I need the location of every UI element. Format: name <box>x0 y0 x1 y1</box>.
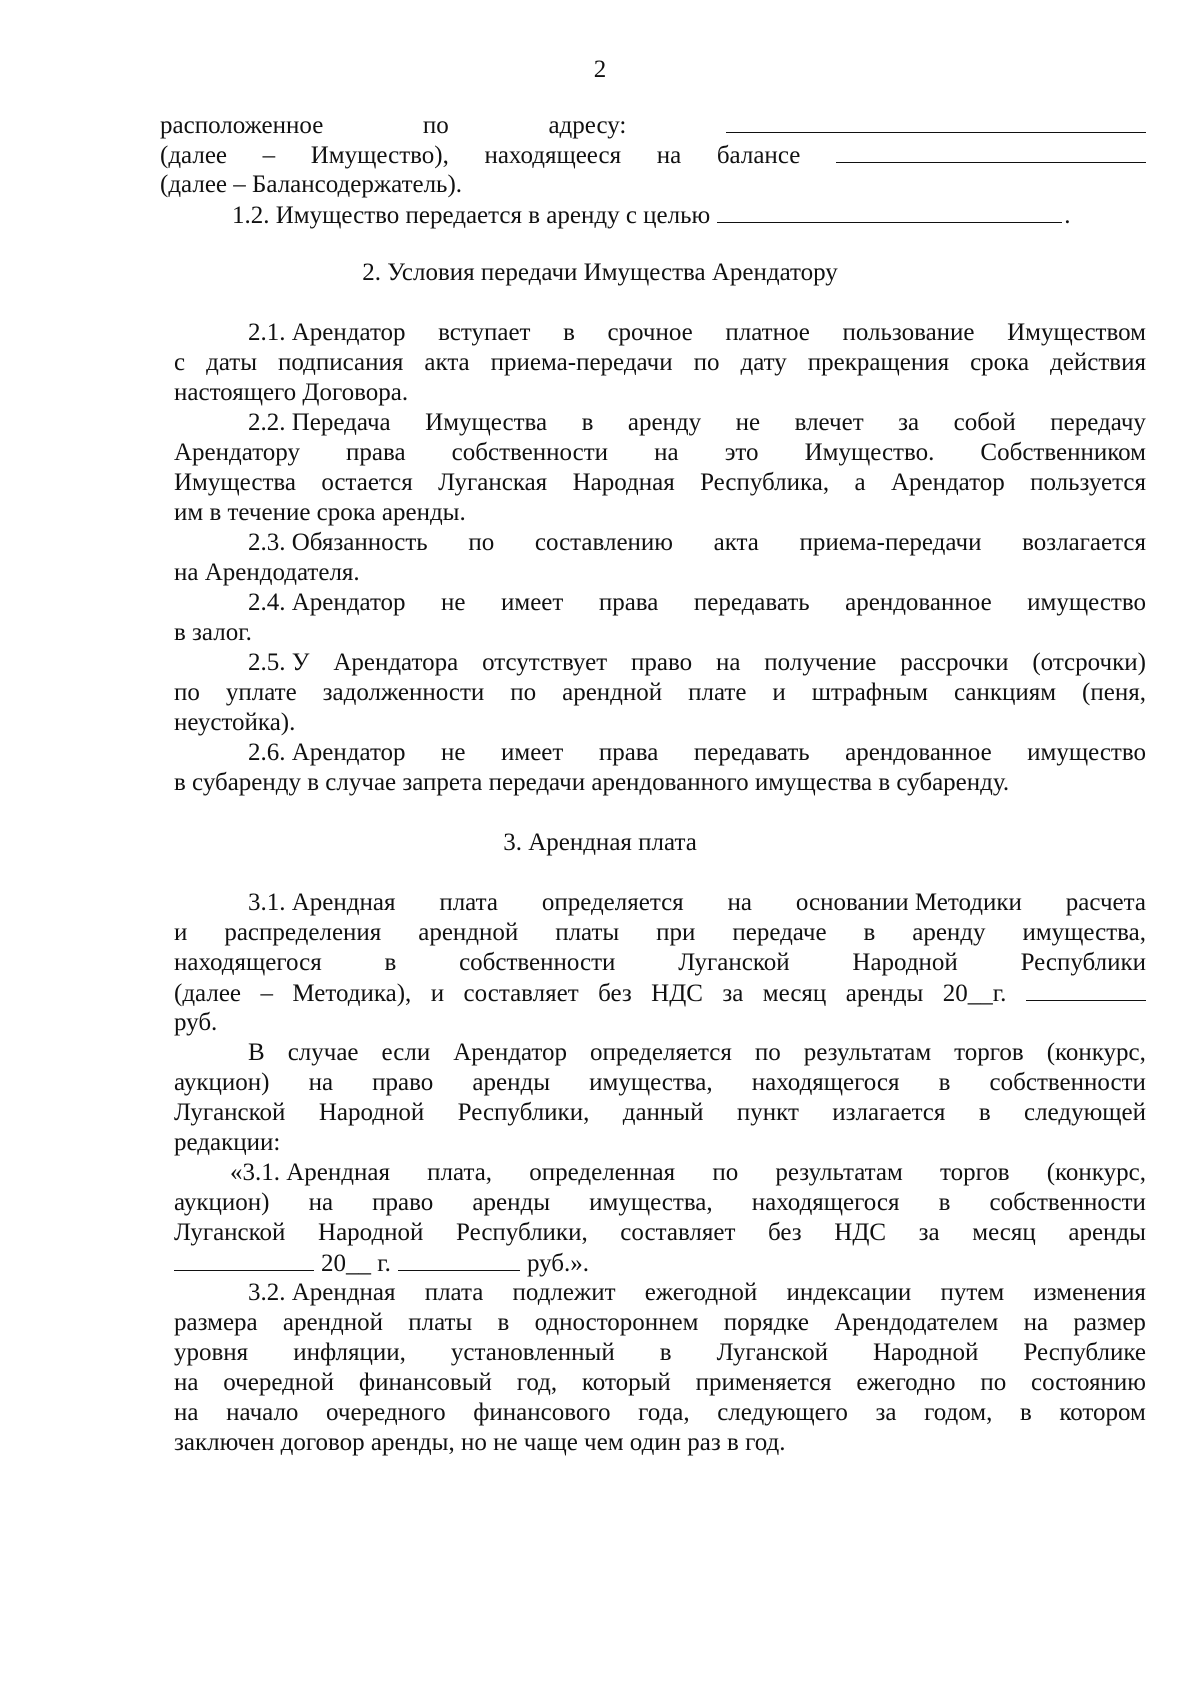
clause-2-2-line-2 <box>174 436 1146 469</box>
text-fragment: Имущество), <box>310 142 449 169</box>
text-fragment: в <box>384 949 397 976</box>
clause-3-2-line-4 <box>174 1366 1146 1399</box>
clause-3-2-line-6 <box>174 1426 1146 1459</box>
text-fragment: платное <box>725 319 810 346</box>
text-fragment: в <box>659 1339 672 1366</box>
text-fragment: неустойка). <box>174 709 296 736</box>
text-fragment: по <box>693 349 720 376</box>
text-fragment: следующего <box>717 1399 848 1426</box>
text-fragment: штрафным <box>811 679 929 706</box>
text-fragment: арендной <box>282 1309 383 1336</box>
text-fragment: следующей <box>1024 1099 1146 1126</box>
text-fragment: размер <box>1073 1309 1146 1336</box>
text-fragment: 3.1. Арендная <box>248 889 396 916</box>
text-fragment: имущества, <box>589 1069 713 1096</box>
text-fragment: право <box>372 1189 434 1216</box>
balance-holder-line <box>160 168 1146 201</box>
text-fragment: 2.1. Арендатор <box>248 319 406 346</box>
text-fragment: без <box>768 1219 802 1246</box>
text-fragment: если <box>381 1039 431 1066</box>
case-paragraph-line-1 <box>248 1036 1146 1069</box>
text-fragment: на <box>174 1369 199 1396</box>
text-fragment: 2.2. Передача <box>248 409 391 436</box>
text-fragment: за <box>875 1399 897 1426</box>
text-fragment: торгов <box>940 1159 1010 1186</box>
clause-2-6-line-1 <box>248 736 1146 769</box>
text-fragment: права <box>598 589 659 616</box>
text-fragment: аренды <box>1068 1219 1146 1246</box>
text-fragment: Республике <box>1023 1339 1146 1366</box>
text-fragment: приема-передачи <box>799 529 982 556</box>
clause-3-2-line-5 <box>174 1396 1146 1429</box>
text-fragment: при <box>656 919 696 946</box>
text-fragment: определяется <box>541 889 684 916</box>
text-fragment: на <box>1023 1309 1049 1336</box>
text-fragment: настоящего Договора. <box>174 379 409 406</box>
text-fragment: дату <box>740 349 787 376</box>
clause-2-5-line-1 <box>248 646 1146 679</box>
text-fragment: В <box>248 1039 265 1066</box>
text-fragment: одностороннем <box>534 1309 699 1336</box>
text-fragment: котором <box>1059 1399 1146 1426</box>
clause-2-5-line-3 <box>174 706 1146 739</box>
text-fragment: применяется <box>695 1369 832 1396</box>
text-fragment: на <box>727 889 752 916</box>
quoted-clause-line-4 <box>174 1246 1146 1279</box>
text-fragment: арендной <box>562 679 663 706</box>
text-fragment: адресу: <box>548 112 627 139</box>
clause-2-4-line-1 <box>248 586 1146 619</box>
text-fragment: путем <box>940 1279 1005 1306</box>
text-fragment: в субаренду в случае запрета передачи арендованного имущества в субаренду. <box>174 769 1010 796</box>
clause-2-3-line-1 <box>248 526 1146 559</box>
text-fragment: собой <box>953 409 1016 436</box>
text-fragment: а <box>854 469 866 496</box>
text-fragment: годом, <box>924 1399 993 1426</box>
text-fragment: случае <box>287 1039 359 1066</box>
text-fragment: 2.5. У <box>248 649 310 676</box>
text-fragment: акта <box>424 349 470 376</box>
text-fragment: аренду <box>912 919 986 946</box>
text-fragment: 20__ г. <box>321 1250 391 1277</box>
text-fragment: отсутствует <box>482 649 608 676</box>
text-fragment: имущество <box>1027 739 1146 766</box>
text-fragment: плата <box>424 1279 484 1306</box>
text-fragment: НДС <box>651 980 703 1007</box>
text-fragment: очередной <box>223 1369 335 1396</box>
text-fragment: определяется <box>590 1039 732 1066</box>
quoted-amount-blank <box>398 1246 520 1271</box>
text-fragment: платы <box>555 919 620 946</box>
text-fragment: установленный <box>450 1339 615 1366</box>
text-fragment: НДС <box>834 1219 887 1246</box>
text-fragment: пункт <box>736 1099 799 1126</box>
text-fragment: (конкурс, <box>1046 1159 1146 1186</box>
text-fragment: получение <box>764 649 877 676</box>
text-fragment: права <box>346 439 406 466</box>
balance-line <box>160 138 1146 171</box>
text-fragment: 2.3. Обязанность <box>248 529 428 556</box>
text-fragment: 2.6. Арендатор <box>248 739 406 766</box>
text-fragment: составляет <box>620 1219 736 1246</box>
text-fragment: арендной <box>418 919 519 946</box>
text-fragment: редакции: <box>174 1129 281 1156</box>
text-fragment: за <box>898 409 920 436</box>
text-fragment: . <box>1064 202 1071 229</box>
text-fragment: (далее <box>174 980 242 1007</box>
text-fragment: аренду <box>627 409 702 436</box>
text-fragment: собственности <box>989 1069 1146 1096</box>
clause-3-1-line-1 <box>248 886 1146 919</box>
text-fragment: «3.1. Арендная <box>230 1159 390 1186</box>
text-fragment: по <box>468 529 495 556</box>
text-fragment: заключен договор аренды, но не чаще чем один раз в год. <box>174 1429 786 1456</box>
text-fragment: и <box>174 919 188 946</box>
text-fragment: год, <box>516 1369 558 1396</box>
text-fragment: влечет <box>794 409 864 436</box>
text-fragment: Луганской <box>716 1339 828 1366</box>
text-fragment: по <box>510 679 537 706</box>
text-fragment: плата, <box>427 1159 493 1186</box>
text-fragment: размера <box>174 1309 258 1336</box>
text-fragment: право <box>630 649 693 676</box>
text-fragment: передачу <box>1050 409 1146 436</box>
text-fragment: имеет <box>501 589 564 616</box>
clause-2-2-line-3 <box>174 466 1146 499</box>
page-number: 2 <box>593 56 607 83</box>
quoted-clause-line-2 <box>174 1186 1146 1219</box>
text-fragment: возлагается <box>1022 529 1146 556</box>
text-fragment: Арендатор <box>890 469 1005 496</box>
clause-2-5-line-2 <box>174 676 1146 709</box>
text-fragment: собственности <box>459 949 616 976</box>
text-fragment: ежегодно <box>856 1369 956 1396</box>
case-paragraph-line-3 <box>174 1096 1146 1129</box>
text-fragment: собственности <box>451 439 609 466</box>
text-fragment: пользование <box>842 319 975 346</box>
text-fragment: арендованное <box>845 739 992 766</box>
clause-2-6-line-2 <box>174 766 1146 799</box>
text-fragment: Арендатору <box>174 439 300 466</box>
text-fragment: аукцион) <box>174 1189 270 1216</box>
text-fragment: акта <box>713 529 759 556</box>
text-fragment: действия <box>1050 349 1146 376</box>
text-fragment: года, <box>638 1399 690 1426</box>
text-fragment: Народной <box>852 949 958 976</box>
text-fragment: порядке <box>723 1309 809 1336</box>
purpose-line <box>232 198 1146 231</box>
text-fragment: в <box>581 409 594 436</box>
text-fragment: и <box>772 679 786 706</box>
clause-3-1-line-5 <box>174 1006 1146 1039</box>
text-fragment: и <box>430 980 445 1007</box>
text-fragment: находящегося <box>751 1069 900 1096</box>
text-fragment: собственности <box>989 1189 1146 1216</box>
text-fragment: в залог. <box>174 619 252 646</box>
text-fragment: – <box>260 980 273 1007</box>
text-fragment: им в течение срока аренды. <box>174 499 466 526</box>
text-fragment: определенная <box>529 1159 676 1186</box>
text-fragment: передавать <box>693 739 810 766</box>
text-fragment: Республика, <box>700 469 830 496</box>
text-fragment: распределения <box>224 919 382 946</box>
text-fragment: Народной <box>318 1099 425 1126</box>
text-fragment: срочное <box>607 319 693 346</box>
clause-2-2-line-4 <box>174 496 1146 529</box>
text-fragment: приема-передачи <box>490 349 673 376</box>
text-fragment: Имуществом <box>1007 319 1146 346</box>
text-fragment: арендованное <box>845 589 992 616</box>
text-fragment: торгов <box>954 1039 1024 1066</box>
case-paragraph-line-2 <box>174 1066 1146 1099</box>
text-fragment: Республики, <box>457 1099 590 1126</box>
text-fragment: (далее – Балансодержатель). <box>160 171 463 198</box>
text-fragment: Арендатора <box>333 649 459 676</box>
text-fragment: уровня <box>174 1339 249 1366</box>
text-fragment: Народной <box>873 1339 979 1366</box>
rent-amount-blank <box>1026 976 1146 1001</box>
text-fragment: Имущества <box>425 409 548 436</box>
text-fragment: Арендатор <box>453 1039 567 1066</box>
text-fragment: руб. <box>174 1009 218 1036</box>
text-fragment: на <box>715 649 741 676</box>
text-fragment: вступает <box>438 319 531 346</box>
text-fragment: на <box>656 142 682 169</box>
text-fragment: который <box>581 1369 671 1396</box>
text-fragment: составляет <box>463 980 579 1007</box>
clause-3-1-line-4 <box>174 976 1146 1009</box>
text-fragment: в <box>938 1069 951 1096</box>
text-fragment: в <box>938 1189 951 1216</box>
text-fragment: основании Методики <box>795 889 1022 916</box>
text-fragment: подлежит <box>512 1279 616 1306</box>
text-fragment: данный <box>622 1099 704 1126</box>
text-fragment: 1.2. Имущество передается в аренду с целью <box>232 202 711 229</box>
section-3-title: 3. Арендная плата <box>503 829 697 856</box>
text-fragment: Луганской <box>678 949 790 976</box>
text-fragment: – <box>262 142 276 169</box>
address-line <box>160 108 1146 141</box>
text-fragment: по <box>422 112 449 139</box>
text-fragment: в <box>863 919 876 946</box>
text-fragment: Методика), <box>292 980 412 1007</box>
text-fragment: право <box>372 1069 434 1096</box>
text-fragment: имеет <box>501 739 564 766</box>
text-fragment: в <box>497 1309 510 1336</box>
text-fragment: в <box>1019 1399 1032 1426</box>
text-fragment: по <box>174 679 200 706</box>
text-fragment: на <box>308 1189 334 1216</box>
clause-2-2-line-1 <box>248 406 1146 439</box>
text-fragment: составлению <box>534 529 673 556</box>
clause-3-2-line-2 <box>174 1306 1146 1339</box>
text-fragment: месяц <box>762 980 827 1007</box>
text-fragment: по <box>712 1159 739 1186</box>
text-fragment: за <box>722 980 744 1007</box>
text-fragment: Имущество. <box>804 439 935 466</box>
text-fragment: изменения <box>1033 1279 1146 1306</box>
text-fragment: (пеня, <box>1082 679 1146 706</box>
text-fragment: за <box>918 1219 940 1246</box>
clause-2-1-line-3 <box>174 376 1146 409</box>
text-fragment: передаче <box>732 919 827 946</box>
clause-2-4-line-2 <box>174 616 1146 649</box>
clause-2-3-line-2 <box>174 556 1146 589</box>
quoted-clause-line-3 <box>174 1216 1146 1249</box>
text-fragment: Республики <box>1020 949 1146 976</box>
text-fragment: Народной <box>318 1219 424 1246</box>
text-fragment: срока <box>970 349 1030 376</box>
clause-2-1-line-1 <box>248 316 1146 349</box>
text-fragment: имущества, <box>589 1189 713 1216</box>
case-paragraph-line-4 <box>174 1126 1146 1159</box>
text-fragment: Имущества <box>174 469 296 496</box>
text-fragment: с <box>174 349 186 376</box>
text-fragment: не <box>441 739 466 766</box>
text-fragment: плате <box>688 679 747 706</box>
text-fragment: (далее <box>160 142 228 169</box>
quoted-date-blank <box>174 1246 314 1271</box>
text-fragment: Собственником <box>980 439 1146 466</box>
text-fragment: (конкурс, <box>1046 1039 1146 1066</box>
text-fragment: месяц <box>972 1219 1036 1246</box>
text-fragment: не <box>735 409 761 436</box>
text-fragment: 2.4. Арендатор <box>248 589 406 616</box>
text-fragment: на <box>308 1069 334 1096</box>
text-fragment: излагается <box>832 1099 946 1126</box>
text-fragment: Республики, <box>456 1219 588 1246</box>
text-fragment: Луганской <box>174 1099 286 1126</box>
text-fragment: ежегодной <box>644 1279 758 1306</box>
text-fragment: по <box>754 1039 781 1066</box>
text-fragment: аренды <box>845 980 924 1007</box>
text-fragment: права <box>598 739 659 766</box>
text-fragment: инфляции, <box>293 1339 406 1366</box>
year-field: 20__г. <box>942 980 1007 1007</box>
address-blank <box>726 108 1146 133</box>
text-fragment: находящегося <box>174 949 322 976</box>
text-fragment: финансового <box>473 1399 611 1426</box>
text-fragment: аренды <box>472 1069 550 1096</box>
text-fragment: передавать <box>693 589 810 616</box>
text-fragment: руб.». <box>526 1250 589 1277</box>
text-fragment: даты <box>206 349 258 376</box>
text-fragment: Луганской <box>174 1219 286 1246</box>
text-fragment: Арендодателем <box>834 1309 999 1336</box>
text-fragment: находящегося <box>751 1189 900 1216</box>
clause-3-1-line-2 <box>174 916 1146 949</box>
text-fragment: рассрочки <box>900 649 1009 676</box>
clause-3-1-line-3 <box>174 946 1146 979</box>
text-fragment: очередного <box>326 1399 446 1426</box>
quoted-clause-line-1 <box>230 1156 1146 1189</box>
text-fragment: не <box>441 589 466 616</box>
text-fragment: остается <box>321 469 413 496</box>
text-fragment: плата <box>439 889 498 916</box>
text-fragment: задолженности <box>322 679 485 706</box>
clause-3-2-line-3 <box>174 1336 1146 1369</box>
purpose-blank <box>717 198 1062 223</box>
text-fragment: результатам <box>775 1159 903 1186</box>
text-fragment: в <box>563 319 575 346</box>
text-fragment: платы <box>408 1309 473 1336</box>
text-fragment: подписания <box>278 349 404 376</box>
text-fragment: Луганская <box>438 469 548 496</box>
text-fragment: 3.2. Арендная <box>248 1279 396 1306</box>
balance-holder-blank <box>836 138 1146 163</box>
text-fragment: аукцион) <box>174 1069 270 1096</box>
text-fragment: аренды <box>472 1189 550 1216</box>
text-fragment: имущество <box>1027 589 1146 616</box>
text-fragment: по <box>980 1369 1007 1396</box>
text-fragment: на <box>174 1399 199 1426</box>
text-fragment: без <box>598 980 632 1007</box>
text-fragment: (отсрочки) <box>1032 649 1146 676</box>
text-fragment: на Арендодателя. <box>174 559 360 586</box>
text-fragment: пользуется <box>1030 469 1146 496</box>
text-fragment: на <box>654 439 679 466</box>
text-fragment: в <box>978 1099 991 1126</box>
text-fragment: индексации <box>786 1279 912 1306</box>
text-fragment: состоянию <box>1031 1369 1146 1396</box>
text-fragment: имущества, <box>1022 919 1146 946</box>
clause-2-1-line-2 <box>174 346 1146 379</box>
text-fragment: начало <box>226 1399 299 1426</box>
text-fragment: результатам <box>803 1039 932 1066</box>
text-fragment: это <box>724 439 759 466</box>
text-fragment: балансе <box>716 142 801 169</box>
text-fragment: Народная <box>572 469 675 496</box>
text-fragment: санкциям <box>953 679 1057 706</box>
text-fragment: финансовый <box>358 1369 492 1396</box>
section-2-title: 2. Условия передачи Имущества Арендатору <box>362 259 838 286</box>
text-fragment: расчета <box>1065 889 1146 916</box>
text-fragment: находящееся <box>484 142 622 169</box>
text-fragment: прекращения <box>807 349 950 376</box>
clause-3-2-line-1 <box>248 1276 1146 1309</box>
text-fragment: уплате <box>225 679 297 706</box>
text-fragment: расположенное <box>160 112 324 139</box>
